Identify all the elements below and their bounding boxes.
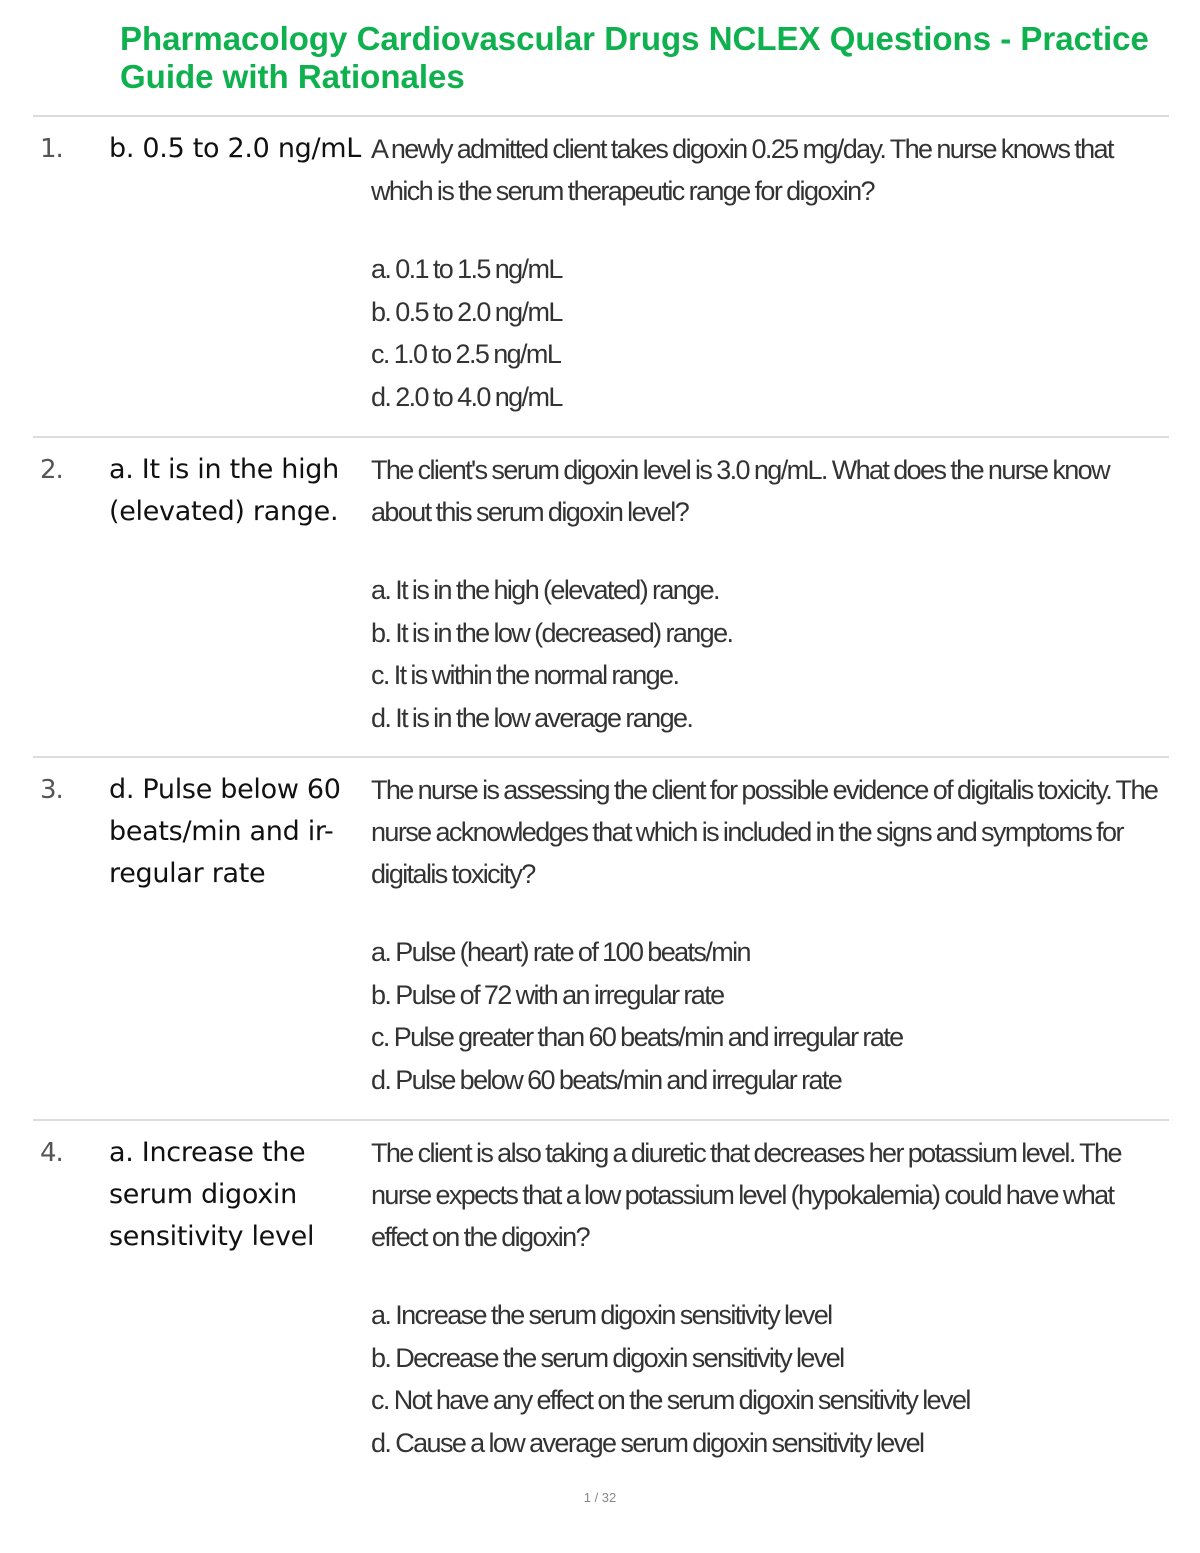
item-number: 2. bbox=[40, 455, 63, 485]
answer-text: a. It is in the high (elevated) range. bbox=[109, 454, 339, 527]
answer-text: d. Pulse below 60 beats/min and ir- regular rate bbox=[109, 774, 341, 889]
divider bbox=[33, 115, 1169, 117]
item-number: 1. bbox=[40, 134, 63, 164]
question-text: The client is also taking a diuretic that decreases her potassium level. The nurse expects that a low potassium level (hypokalemia) could have what effect on the digoxin? bbox=[371, 1138, 1121, 1252]
option-list bbox=[371, 931, 1161, 1101]
question-text: The client's serum digoxin level is 3.0 ng/mL. What does the nurse know about this serum digoxin level? bbox=[371, 455, 1109, 527]
option-b: b. Pulse of 72 with an irregular rate bbox=[371, 979, 724, 1010]
option-d: d. It is in the low average range. bbox=[371, 702, 693, 733]
document-title: Pharmacology Cardiovascular Drugs NCLEX Questions - Practice Guide with Rationales bbox=[120, 20, 1149, 95]
divider bbox=[33, 436, 1169, 438]
option-a: a. Pulse (heart) rate of 100 beats/min bbox=[371, 937, 750, 967]
answer-text: b. 0.5 to 2.0 ng/mL bbox=[109, 133, 362, 164]
answer-text: a. Increase the serum digoxin sensitivity level bbox=[109, 1137, 315, 1252]
option-b: b. 0.5 to 2.0 ng/mL bbox=[371, 296, 562, 327]
question-text: A newly admitted client takes digoxin 0.25 mg/day. The nurse knows that which is the serum therapeutic range for digoxin? bbox=[371, 134, 1113, 206]
option-list bbox=[371, 1294, 1161, 1464]
option-c: c. Not have any effect on the serum digoxin sensitivity level bbox=[371, 1385, 970, 1415]
option-list bbox=[371, 569, 1161, 739]
option-d: d. Cause a low average serum digoxin sensitivity level bbox=[371, 1427, 924, 1458]
option-a: a. Increase the serum digoxin sensitivity level bbox=[371, 1300, 832, 1330]
option-list bbox=[371, 248, 1161, 418]
option-d: d. Pulse below 60 beats/min and irregular rate bbox=[371, 1064, 842, 1095]
option-c: c. 1.0 to 2.5 ng/mL bbox=[371, 339, 561, 369]
option-a: a. It is in the high (elevated) range. bbox=[371, 575, 719, 605]
item-number: 3. bbox=[40, 775, 63, 805]
option-d: d. 2.0 to 4.0 ng/mL bbox=[371, 381, 562, 412]
page-number: 1 / 32 bbox=[583, 1490, 617, 1505]
option-b: b. Decrease the serum digoxin sensitivity level bbox=[371, 1342, 844, 1373]
option-c: c. Pulse greater than 60 beats/min and irregular rate bbox=[371, 1022, 903, 1052]
option-b: b. It is in the low (decreased) range. bbox=[371, 617, 733, 648]
question-text: The nurse is assessing the client for possible evidence of digitalis toxicity. The nurse acknowledges that which is included in the signs and symptoms for digitalis toxicity? bbox=[371, 775, 1158, 889]
divider bbox=[33, 1119, 1169, 1121]
option-c: c. It is within the normal range. bbox=[371, 660, 679, 690]
option-a: a. 0.1 to 1.5 ng/mL bbox=[371, 254, 562, 284]
divider bbox=[33, 756, 1169, 758]
item-number: 4. bbox=[40, 1138, 63, 1168]
